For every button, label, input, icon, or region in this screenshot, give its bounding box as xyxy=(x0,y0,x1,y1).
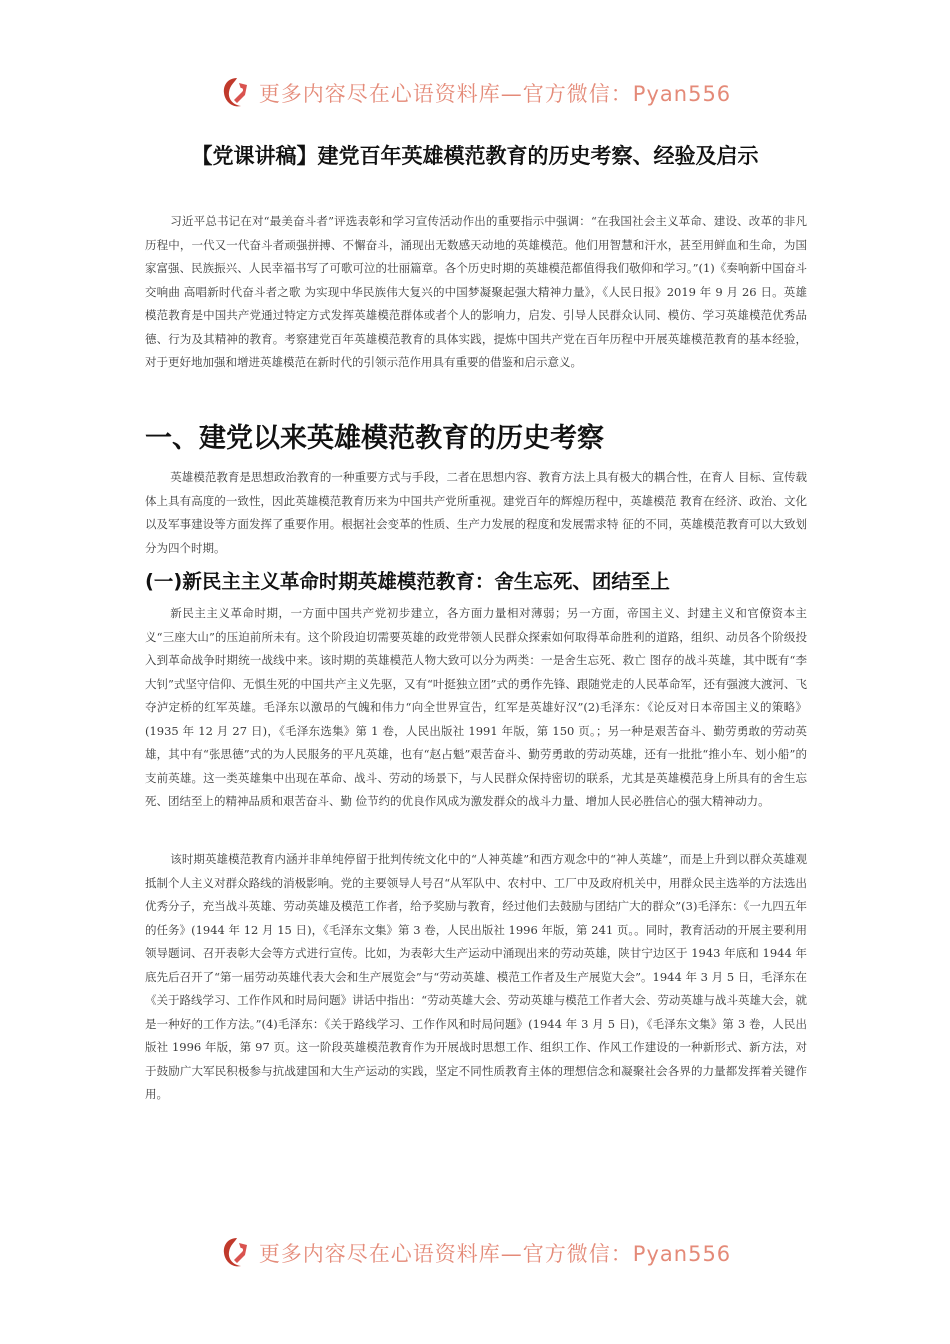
section-paragraph: 英雄模范教育是思想政治教育的一种重要方式与手段，二者在思想内容、教育方法上具有极大的耦合性，在育人 目标、宣传载体上具有高度的一致性，因此英雄模范教育历来为中国共产党所重视。建党百年的辉煌历程中，英雄模范 教育在经济、政治、文化以及军事建设等方面发挥了重要作用。根据社会变革的性质、生产力发展的程度和发展需求特 征的不同，英雄模范教育可以大致划分为四个时期。 xyxy=(145,470,807,555)
document-title: 【党课讲稿】建党百年英雄模范教育的历史考察、经验及启示 xyxy=(191,144,759,168)
intro-paragraph: 习近平总书记在对“最美奋斗者”评选表彰和学习宣传活动作出的重要指示中强调：“在我国社会主义革命、建设、改革的非凡历程中，一代又一代奋斗者顽强拼搏、不懈奋斗，涌现出无数感天动地的英雄模范。他们用智慧和汗水，甚至用鲜血和生命，为国家富强、民族振兴、人民幸福书写了可歌可泣的壮丽篇章。各个历史时期的英雄模范都值得我们敬仰和学习。”(1)《奏响新中国奋斗交响曲 高唱新时代奋斗者之歌 为实现中华民族伟大复兴的中国梦凝聚起强大精神力量》，《人民日报》2019 年 9 月 26 日。英雄模范教育是中国共产党通过特定方式发挥英雄模范群体或者个人的影响力，启发、引导人民群众认同、模仿、学习英雄模范优秀品德、行为及其精神的教育。考察建党百年英雄模范教育的具体实践，提炼中国共产党在百年历程中开展英雄模范教育的基本经验，对于更好地加强和增进英雄模范在新时代的引领示范作用具有重要的借鉴和启示意义。 xyxy=(145,214,807,369)
subsection-paragraph-2: 该时期英雄模范教育内涵并非单纯停留于批判传统文化中的“人神英雄”和西方观念中的“神人英雄”，而是上升到以群众英雄观抵制个人主义对群众路线的消极影响。党的主要领导人号召“从军队中、农村中、工厂中及政府机关中，用群众民主选举的方法选出优秀分子，充当战斗英雄、劳动英雄及模范工作者，给予奖励与教育，经过他们去鼓励与团结广大的群众”(3)毛泽东：《一九四五年的任务》(1944 年 12 月 15 日)，《毛泽东文集》第 3 卷，人民出版社 1996 年版，第 241 页。。同时，教育活动的开展主要利用领导题词、召开表彰大会等方式进行宣传。比如，为表彰大生产运动中涌现出来的劳动英雄，陕甘宁边区于 1943 年底和 1944 年底先后召开了“第一届劳动英雄代表大会和生产展览会”与“劳动英雄、模范工作者及生产展览大会”。1944 年 3 月 5 日，毛泽东在《关于路线学习、工作作风和时局问题》讲话中指出：“劳动英雄大会、劳动英雄与模范工作者大会、劳动英雄与战斗英雄大会，就是一种好的工作方法。”(4)毛泽东：《关于路线学习、工作作风和时局问题》(1944 年 3 月 5 日)，《毛泽东文集》第 3 卷，人民出版社 1996 年版，第 97 页。这一阶段英雄模范教育作为开展战时思想工作、组织工作、作风工作建设的一种新形式、新方法，对于鼓励广大军民积极参与抗战建国和大生产运动的实践，坚定不同性质教育主体的理想信念和凝聚社会各界的力量都发挥着关键作用。 xyxy=(145,852,807,1101)
watermark-banner-bottom xyxy=(0,1233,950,1273)
section-heading: 一、建党以来英雄模范教育的历史考察 xyxy=(145,423,604,454)
watermark-text: 更多内容尽在心语资料库—官方微信：Pyan556 xyxy=(258,1242,732,1266)
subsection-paragraph-1: 新民主主义革命时期，一方面中国共产党初步建立，各方面力量相对薄弱；另一方面，帝国主义、封建主义和官僚资本主义“三座大山”的压迫前所未有。这个阶段迫切需要英雄的政党带领人民群众探索如何取得革命胜利的道路，组织、动员各个阶级投入到革命战争时期统一战线中来。该时期的英雄模范人物大致可以分为两类：一是舍生忘死、救亡 图存的战斗英雄，其中既有“李大钊”式坚守信仰、无惧生死的中国共产主义先驱，又有“叶挺独立团”式的勇作先锋、跟随党走的人民革命军，还有强渡大渡河、飞夺泸定桥的红军英雄。毛泽东以激昂的气魄和伟力“向全世界宣告，红军是英雄好汉”(2)毛泽东：《论反对日本帝国主义的策略》(1935 年 12 月 27 日)，《毛泽东选集》第 1 卷，人民出版社 1991 年版，第 150 页。；另一种是艰苦奋斗、勤劳勇敢的劳动英雄，其中有“张思德”式的为人民服务的平凡英雄，也有“赵占魁”艰苦奋斗、勤劳勇敢的劳动英雄，还有一批批“推小车、划小船”的支前英雄。这一类英雄集中出现在革命、战斗、劳动的场景下，与人民群众保持密切的联系，尤其是英雄模范身上所具有的舍生忘死、团结至上的精神品质和艰苦奋斗、勤 俭节约的优良作风成为激发群众的战斗力量、增加人民必胜信心的强大精神动力。 xyxy=(145,606,807,808)
pen-nib-logo-icon xyxy=(219,1235,255,1271)
watermark-text: 更多内容尽在心语资料库—官方微信：Pyan556 xyxy=(258,82,732,106)
subsection-heading: (一)新民主主义革命时期英雄模范教育：舍生忘死、团结至上 xyxy=(145,570,670,593)
pen-nib-logo-icon xyxy=(219,75,255,111)
watermark-banner-top xyxy=(0,73,950,113)
